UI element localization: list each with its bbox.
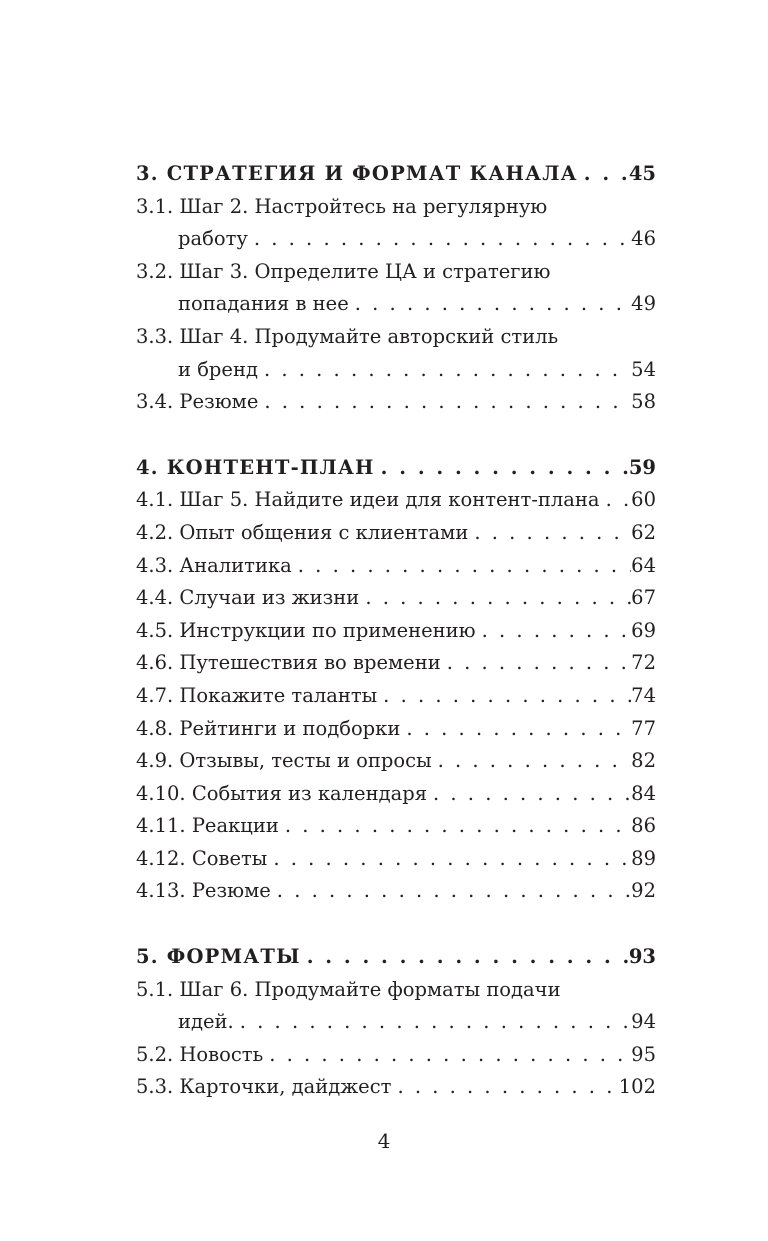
toc-entry-label: 3.3. Шаг 4. Продумайте авторский стиль [136,324,559,348]
toc-entry-page: 92 [631,879,656,903]
toc-entry-page: 46 [631,227,656,251]
toc-entry-page: 86 [631,814,656,838]
toc-entry-label: 3.2. Шаг 3. Определите ЦА и стратегию [136,259,551,283]
dot-leader [400,713,631,746]
dot-leader [468,517,631,550]
toc-entry [136,1039,656,1072]
toc-entry-label-cont: и бренд [178,357,258,381]
toc-heading-3 [136,158,656,191]
dot-leader [248,223,631,256]
toc-heading-page: 45 [628,162,656,185]
toc-entry [136,615,656,648]
dot-leader [600,484,632,517]
dot-leader [441,647,631,680]
dot-leader [234,1006,631,1039]
dot-leader [271,875,631,908]
toc-entry-page: 77 [631,716,656,740]
toc-entry [136,386,656,419]
toc-entry [136,875,656,908]
toc-entry [136,1071,656,1104]
dot-leader [377,680,631,713]
toc-entry-continuation [136,288,656,321]
toc-entry-continuation [136,223,656,256]
toc-entry-page: 60 [631,488,656,512]
toc-entry-label: 4.4. Случаи из жизни [136,586,360,610]
toc-heading-label: 4. КОНТЕНТ-ПЛАН [136,455,375,479]
toc-entry-continuation [136,1006,656,1039]
toc-entry [136,191,656,256]
dot-leader [391,1071,618,1104]
toc-entry [136,745,656,778]
toc-entry [136,974,656,1039]
toc-entry-continuation [136,354,656,387]
dot-leader [258,354,631,387]
toc-entry-label: 3.4. Резюме [136,390,259,414]
toc-entry-label-cont: попадания в нее [178,292,349,316]
toc-entry-page: 89 [631,846,656,870]
toc-entry-page: 64 [631,553,656,577]
dot-leader [279,810,631,843]
toc-entry-label: 4.13. Резюме [136,879,271,903]
dot-leader [301,941,629,974]
toc-entry-page: 49 [631,292,656,316]
toc-heading-label: 5. ФОРМАТЫ [136,945,301,969]
table-of-contents [136,158,656,1137]
toc-entry-page: 54 [631,357,656,381]
toc-heading-5 [136,941,656,974]
toc-entry-page: 74 [631,683,656,707]
toc-entry-label: 3.1. Шаг 2. Настройтесь на регулярную [136,194,548,218]
toc-entry-label-cont: идей. [178,1010,234,1034]
toc-entry [136,550,656,583]
toc-entry-label: 4.11. Реакции [136,814,279,838]
toc-entry-label: 4.2. Опыт общения с клиентами [136,520,469,544]
toc-entry-label: 4.12. Советы [136,846,268,870]
toc-entry-label: 4.5. Инструкции по применению [136,618,476,642]
toc-entry [136,680,656,713]
toc-entry [136,647,656,680]
toc-entry [136,713,656,746]
toc-entry-label: 5.3. Карточки, дайджест [136,1075,392,1099]
toc-entry [136,778,656,811]
toc-section-4 [136,452,656,908]
dot-leader [432,745,632,778]
toc-entry-page: 84 [631,781,656,805]
toc-section-5 [136,941,656,1104]
toc-entry-page: 72 [631,651,656,675]
dot-leader [476,615,632,648]
toc-heading-page: 59 [628,455,656,479]
dot-leader [349,288,631,321]
toc-section-3 [136,158,656,419]
toc-heading-label: 3. СТРАТЕГИЯ И ФОРМАТ КАНАЛА [136,162,578,185]
toc-entry [136,582,656,615]
toc-entry-label: 5.2. Новость [136,1042,264,1066]
dot-leader [263,1039,631,1072]
toc-entry-page: 95 [631,1042,656,1066]
toc-entry-label: 5.1. Шаг 6. Продумайте форматы подачи [136,977,561,1001]
dot-leader [427,778,631,811]
toc-entry-page: 58 [631,390,656,414]
toc-entry-label-cont: работу [178,227,248,251]
toc-entry [136,256,656,321]
toc-entry-page: 82 [631,749,656,773]
toc-entry-page: 94 [631,1010,656,1034]
toc-entry [136,810,656,843]
dot-leader [267,843,631,876]
toc-entry-page: 102 [618,1075,656,1099]
toc-entry [136,321,656,386]
toc-entry-page: 69 [631,618,656,642]
dot-leader [292,550,631,583]
toc-entry-label: 4.9. Отзывы, тесты и опросы [136,749,432,773]
toc-entry-label: 4.7. Покажите таланты [136,683,378,707]
toc-entry-label: 4.6. Путешествия во времени [136,651,441,675]
dot-leader [578,158,629,191]
toc-entry-page: 62 [631,520,656,544]
dot-leader [258,386,631,419]
page-number: 4 [377,1129,391,1153]
toc-entry-page: 67 [631,586,656,610]
toc-entry [136,843,656,876]
toc-entry-label: 4.3. Аналитика [136,553,292,577]
toc-heading-page: 93 [628,945,656,969]
toc-heading-4 [136,452,656,485]
toc-entry [136,517,656,550]
dot-leader [375,452,629,485]
toc-entry [136,484,656,517]
toc-entry-label: 4.1. Шаг 5. Найдите идеи для контент-плана [136,488,600,512]
toc-entry-label: 4.10. События из календаря [136,781,428,805]
dot-leader [359,582,631,615]
toc-entry-label: 4.8. Рейтинги и подборки [136,716,401,740]
